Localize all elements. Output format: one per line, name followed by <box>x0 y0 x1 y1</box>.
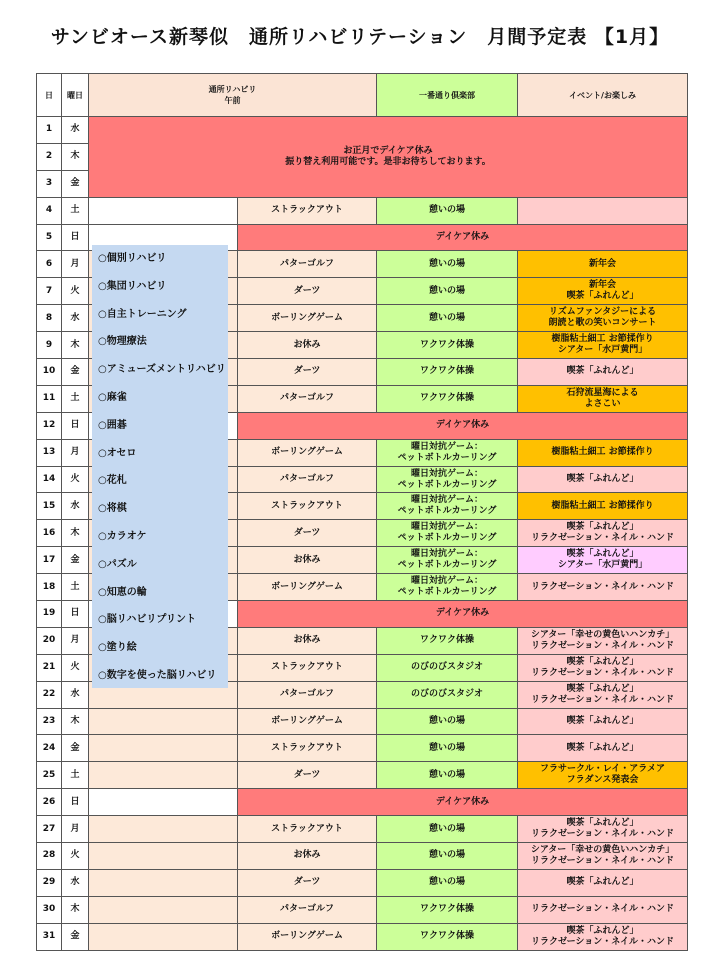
am-program-item: ○知恵の輪 <box>98 586 147 598</box>
weekday-cell: 土 <box>62 197 89 224</box>
event-cell: 喫茶「ふれんど」 リラクゼーション・ネイル・ハンド <box>518 681 688 708</box>
club-cell: 曜日対抗ゲーム： ペットボトルカーリング <box>377 520 518 547</box>
event-cell: 喫茶「ふれんど」 シアター「水戸黄門」 <box>518 547 688 574</box>
header-weekday: 曜日 <box>62 74 89 117</box>
date-cell: 9 <box>37 332 62 359</box>
club-cell: ワクワク体操 <box>377 627 518 654</box>
pm-activity-cell: ボーリングゲーム <box>238 923 377 950</box>
weekday-cell: 水 <box>62 493 89 520</box>
event-cell: 喫茶「ふれんど」 リラクゼーション・ネイル・ハンド <box>518 923 688 950</box>
date-cell: 18 <box>37 574 62 601</box>
event-cell: 石狩流星海による よさこい <box>518 385 688 412</box>
pm-activity-cell: ボーリングゲーム <box>238 708 377 735</box>
date-cell: 23 <box>37 708 62 735</box>
pm-activity-cell: ストラックアウト <box>238 493 377 520</box>
weekday-cell: 金 <box>62 170 89 197</box>
am-program-item: ○個別リハビリ <box>98 253 167 264</box>
date-cell: 28 <box>37 843 62 870</box>
date-cell: 20 <box>37 627 62 654</box>
pm-activity-cell: ダーツ <box>238 278 377 305</box>
weekday-cell: 金 <box>62 547 89 574</box>
event-cell: 樹脂粘土細工 お節揉作り シアター「水戸黄門」 <box>518 332 688 359</box>
weekday-cell: 日 <box>62 412 89 439</box>
club-cell: 憩いの場 <box>377 843 518 870</box>
event-cell: リラクゼーション・ネイル・ハンド <box>518 896 688 923</box>
club-cell: のびのびスタジオ <box>377 681 518 708</box>
event-cell: シアター「幸せの黄色いハンカチ」 リラクゼーション・ネイル・ハンド <box>518 627 688 654</box>
weekday-cell: 水 <box>62 305 89 332</box>
weekday-cell: 木 <box>62 896 89 923</box>
date-cell: 22 <box>37 681 62 708</box>
date-cell: 5 <box>37 224 62 251</box>
weekday-cell: 日 <box>62 601 89 628</box>
am-blank <box>89 816 238 843</box>
date-cell: 2 <box>37 143 62 170</box>
event-cell: 新年会 <box>518 251 688 278</box>
club-cell: 曜日対抗ゲーム： ペットボトルカーリング <box>377 574 518 601</box>
pm-activity-cell: お休み <box>238 547 377 574</box>
closed-label: デイケア休み <box>238 412 688 439</box>
weekday-cell: 水 <box>62 681 89 708</box>
date-cell: 14 <box>37 466 62 493</box>
date-cell: 31 <box>37 923 62 950</box>
date-cell: 12 <box>37 412 62 439</box>
club-cell: 憩いの場 <box>377 251 518 278</box>
weekday-cell: 金 <box>62 735 89 762</box>
date-cell: 13 <box>37 439 62 466</box>
club-cell: 曜日対抗ゲーム： ペットボトルカーリング <box>377 547 518 574</box>
event-cell: 喫茶「ふれんど」 <box>518 359 688 386</box>
date-cell: 30 <box>37 896 62 923</box>
am-program-item: ○集団リハビリ <box>98 280 167 292</box>
club-cell: のびのびスタジオ <box>377 654 518 681</box>
weekday-cell: 金 <box>62 359 89 386</box>
am-program-item: ○麻雀 <box>98 392 127 403</box>
club-cell: ワクワク体操 <box>377 332 518 359</box>
club-cell: 憩いの場 <box>377 735 518 762</box>
day-row-1 <box>37 117 688 144</box>
am-program-item: ○囲碁 <box>98 419 127 431</box>
weekday-cell: 月 <box>62 627 89 654</box>
club-cell: ワクワク体操 <box>377 385 518 412</box>
am-program-item: ○将棋 <box>98 503 127 515</box>
club-cell: 曜日対抗ゲーム： ペットボトルカーリング <box>377 439 518 466</box>
pm-activity-cell: パターゴルフ <box>238 896 377 923</box>
club-cell: 憩いの場 <box>377 708 518 735</box>
am-program-item: ○花札 <box>98 475 127 487</box>
am-program-item: ○数字を使った脳リハビリ <box>98 670 217 681</box>
club-cell: ワクワク体操 <box>377 359 518 386</box>
date-cell: 10 <box>37 359 62 386</box>
pm-activity-cell: ボーリングゲーム <box>238 305 377 332</box>
pm-activity-cell: ダーツ <box>238 359 377 386</box>
weekday-cell: 土 <box>62 762 89 789</box>
day-row-26 <box>37 789 688 816</box>
weekday-cell: 木 <box>62 708 89 735</box>
day-row-28 <box>37 843 688 870</box>
am-program-item: ○パズル <box>98 558 137 570</box>
event-cell: 新年会 喫茶「ふれんど」 <box>518 278 688 305</box>
pm-activity-cell: ボーリングゲーム <box>238 439 377 466</box>
header-club: 一番通り倶楽部 <box>377 74 518 117</box>
date-cell: 7 <box>37 278 62 305</box>
date-cell: 6 <box>37 251 62 278</box>
weekday-cell: 金 <box>62 923 89 950</box>
pm-activity-cell: ボーリングゲーム <box>238 574 377 601</box>
date-cell: 3 <box>37 170 62 197</box>
event-cell: 喫茶「ふれんど」 リラクゼーション・ネイル・ハンド <box>518 520 688 547</box>
event-cell <box>518 197 688 224</box>
day-row-27 <box>37 816 688 843</box>
pm-activity-cell: お休み <box>238 332 377 359</box>
page-title: サンビオース新琴似 通所リハビリテーション 月間予定表 【1月】 <box>50 26 670 48</box>
header-am: 通所リハビリ 午前 <box>89 74 377 117</box>
weekday-cell: 火 <box>62 278 89 305</box>
event-cell: リズムファンタジーによる 朗読と歌の笑いコンサート <box>518 305 688 332</box>
am-blank <box>89 735 238 762</box>
date-cell: 11 <box>37 385 62 412</box>
pm-activity-cell: ダーツ <box>238 762 377 789</box>
am-blank <box>89 789 238 816</box>
pm-activity-cell: パターゴルフ <box>238 385 377 412</box>
closed-label: デイケア休み <box>238 789 688 816</box>
am-blank <box>89 869 238 896</box>
date-cell: 29 <box>37 869 62 896</box>
club-cell: 憩いの場 <box>377 197 518 224</box>
am-program-list <box>92 245 228 688</box>
weekday-cell: 日 <box>62 224 89 251</box>
pm-activity-cell: お休み <box>238 843 377 870</box>
club-cell: 憩いの場 <box>377 869 518 896</box>
weekday-cell: 火 <box>62 843 89 870</box>
event-cell: リラクゼーション・ネイル・ハンド <box>518 574 688 601</box>
pm-activity-cell: ストラックアウト <box>238 816 377 843</box>
weekday-cell: 日 <box>62 789 89 816</box>
am-blank <box>89 762 238 789</box>
weekday-cell: 月 <box>62 816 89 843</box>
event-cell: シアター「幸せの黄色いハンカチ」 リラクゼーション・ネイル・ハンド <box>518 843 688 870</box>
club-cell: 憩いの場 <box>377 816 518 843</box>
date-cell: 8 <box>37 305 62 332</box>
day-row-23 <box>37 708 688 735</box>
date-cell: 17 <box>37 547 62 574</box>
pm-activity-cell: お休み <box>238 627 377 654</box>
weekday-cell: 火 <box>62 466 89 493</box>
weekday-cell: 月 <box>62 439 89 466</box>
club-cell: ワクワク体操 <box>377 923 518 950</box>
pm-activity-cell: ダーツ <box>238 520 377 547</box>
club-cell: 憩いの場 <box>377 278 518 305</box>
pm-activity-cell: ストラックアウト <box>238 735 377 762</box>
am-program-item: ○アミューズメントリハビリ <box>98 364 226 376</box>
date-cell: 4 <box>37 197 62 224</box>
club-cell: ワクワク体操 <box>377 896 518 923</box>
am-blank <box>89 708 238 735</box>
event-cell: 喫茶「ふれんど」 リラクゼーション・ネイル・ハンド <box>518 654 688 681</box>
club-cell: 曜日対抗ゲーム： ペットボトルカーリング <box>377 493 518 520</box>
date-cell: 1 <box>37 117 62 144</box>
event-cell: 喫茶「ふれんど」 <box>518 466 688 493</box>
day-row-30 <box>37 896 688 923</box>
weekday-cell: 木 <box>62 520 89 547</box>
header-date: 日 <box>37 74 62 117</box>
weekday-cell: 月 <box>62 251 89 278</box>
am-program-item: ○脳リハビリプリント <box>98 614 197 626</box>
closed-label: デイケア休み <box>238 601 688 628</box>
am-program-item: ○物理療法 <box>98 336 147 348</box>
event-cell: 樹脂粘土細工 お節揉作り <box>518 439 688 466</box>
weekday-cell: 木 <box>62 332 89 359</box>
am-program-item: ○自主トレーニング <box>98 308 187 320</box>
day-row-4 <box>37 197 688 224</box>
weekday-cell: 水 <box>62 117 89 144</box>
new-year-notice: お正月でデイケア休み 振り替え利用可能です。是非お待ちしております。 <box>89 117 688 198</box>
date-cell: 27 <box>37 816 62 843</box>
club-cell: 曜日対抗ゲーム： ペットボトルカーリング <box>377 466 518 493</box>
am-program-item: ○塗り絵 <box>98 642 137 654</box>
am-program-item: ○オセロ <box>98 447 137 459</box>
event-cell: 樹脂粘土細工 お節揉作り <box>518 493 688 520</box>
closed-label: デイケア休み <box>238 224 688 251</box>
club-cell: 憩いの場 <box>377 762 518 789</box>
weekday-cell: 土 <box>62 385 89 412</box>
date-cell: 19 <box>37 601 62 628</box>
header-row <box>37 74 688 117</box>
pm-activity-cell: パターゴルフ <box>238 251 377 278</box>
pm-activity-cell: ストラックアウト <box>238 654 377 681</box>
day-row-29 <box>37 869 688 896</box>
pm-activity-cell: パターゴルフ <box>238 681 377 708</box>
event-cell: 喫茶「ふれんど」 <box>518 869 688 896</box>
date-cell: 21 <box>37 654 62 681</box>
pm-activity-cell: パターゴルフ <box>238 466 377 493</box>
weekday-cell: 火 <box>62 654 89 681</box>
date-cell: 25 <box>37 762 62 789</box>
event-cell: 喫茶「ふれんど」 <box>518 708 688 735</box>
am-blank <box>89 197 238 224</box>
header-event: イベント/お楽しみ <box>518 74 688 117</box>
pm-activity-cell: ストラックアウト <box>238 197 377 224</box>
date-cell: 16 <box>37 520 62 547</box>
event-cell: 喫茶「ふれんど」 <box>518 735 688 762</box>
club-cell: 憩いの場 <box>377 305 518 332</box>
date-cell: 15 <box>37 493 62 520</box>
am-blank <box>89 843 238 870</box>
day-row-31 <box>37 923 688 950</box>
date-cell: 24 <box>37 735 62 762</box>
weekday-cell: 木 <box>62 143 89 170</box>
pm-activity-cell: ダーツ <box>238 869 377 896</box>
event-cell: フラサークル・レイ・アラメア フラダンス発表会 <box>518 762 688 789</box>
am-program-item: ○カラオケ <box>98 531 147 542</box>
day-row-25 <box>37 762 688 789</box>
date-cell: 26 <box>37 789 62 816</box>
am-blank <box>89 923 238 950</box>
day-row-24 <box>37 735 688 762</box>
event-cell: 喫茶「ふれんど」 リラクゼーション・ネイル・ハンド <box>518 816 688 843</box>
weekday-cell: 水 <box>62 869 89 896</box>
am-blank <box>89 896 238 923</box>
weekday-cell: 土 <box>62 574 89 601</box>
